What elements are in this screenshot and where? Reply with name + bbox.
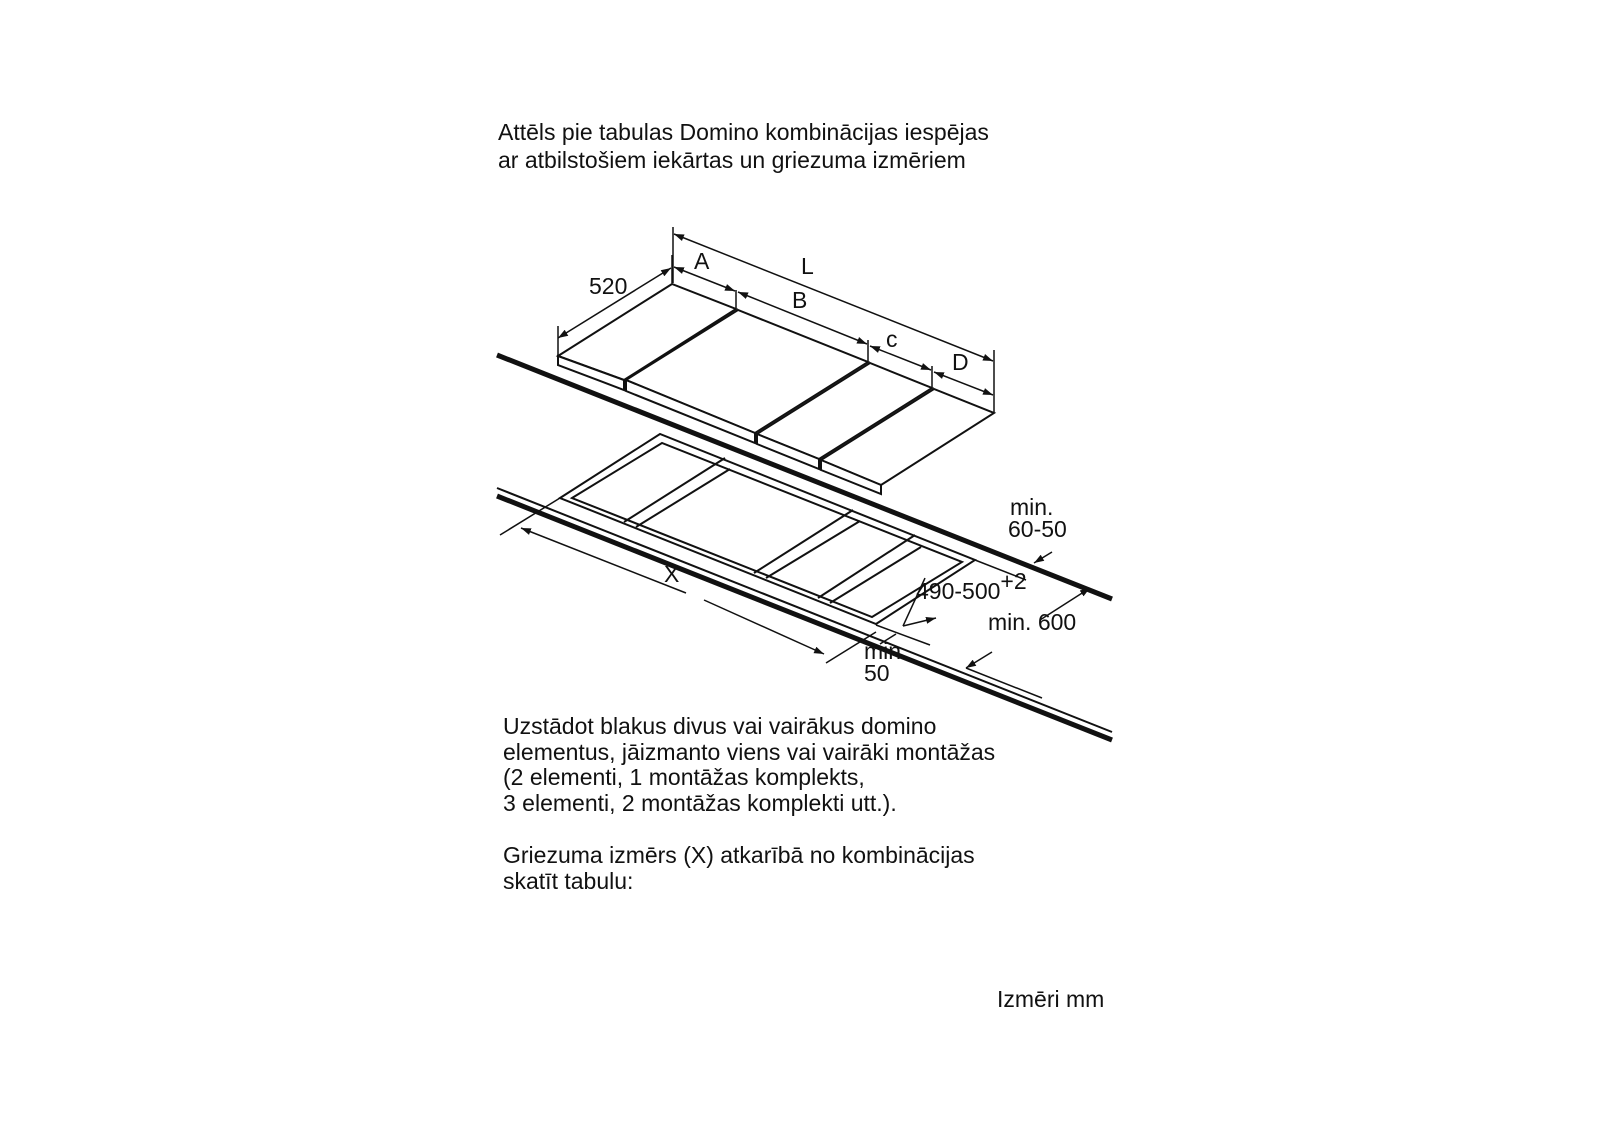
min-60-50-label-line2: 60-50 [1008,516,1067,542]
heading-line-1: Attēls pie tabulas Domino kombinācijas iespējas [498,119,989,145]
dimension-x-label: X [664,561,680,587]
dimension-b-label: B [792,287,808,313]
heading-line-2: ar atbilstošiem iekārtas un griezuma izmēriem [498,147,966,173]
paragraph1-line-4: 3 elementi, 2 montāžas komplekti utt.). [503,789,897,816]
paragraph2-line-2: skatīt tabulu: [503,868,634,894]
min-600-label: min. 600 [988,609,1077,635]
paragraph2-line-1: Griezuma izmērs (X) atkarībā no kombinācijas [503,842,975,868]
dimension-490-500-tolerance: +2 [1000,568,1027,594]
dimension-a-label: A [694,248,710,274]
mounting-rail-2b [766,521,860,578]
mounting-kit-paragraph [503,714,995,816]
paragraph1-line-2: elementus, jāizmanto viens vai vairāki montāžas [503,738,996,765]
dimension-520-label: 520 [589,273,628,299]
mounting-rail-3a [818,535,915,598]
dimension-x [500,498,876,663]
mounting-rail-1b [636,469,730,527]
cutout-size-paragraph [503,842,975,894]
paragraph1-line-3: (2 elementi, 1 montāžas komplekts, [503,764,865,790]
mounting-rail-2a [754,510,853,573]
min-50-label-line2: 50 [864,660,890,686]
mounting-rail-1a [624,458,725,522]
hob-modules [558,284,994,494]
dimension-l-label: L [801,253,814,279]
dimension-490-500-value: 490-500 [916,578,1001,604]
dimension-c-label: c [886,326,898,352]
min-60-50-label-line1: min. [1010,494,1054,520]
dimension-490-500-label [916,568,1027,604]
units-note: Izmēri mm [997,986,1105,1012]
min-50-label-line1: min. [864,638,908,664]
dimension-d-label: D [952,349,969,375]
paragraph1-line-1: Uzstādot blakus divus vai vairākus domino [503,713,937,739]
